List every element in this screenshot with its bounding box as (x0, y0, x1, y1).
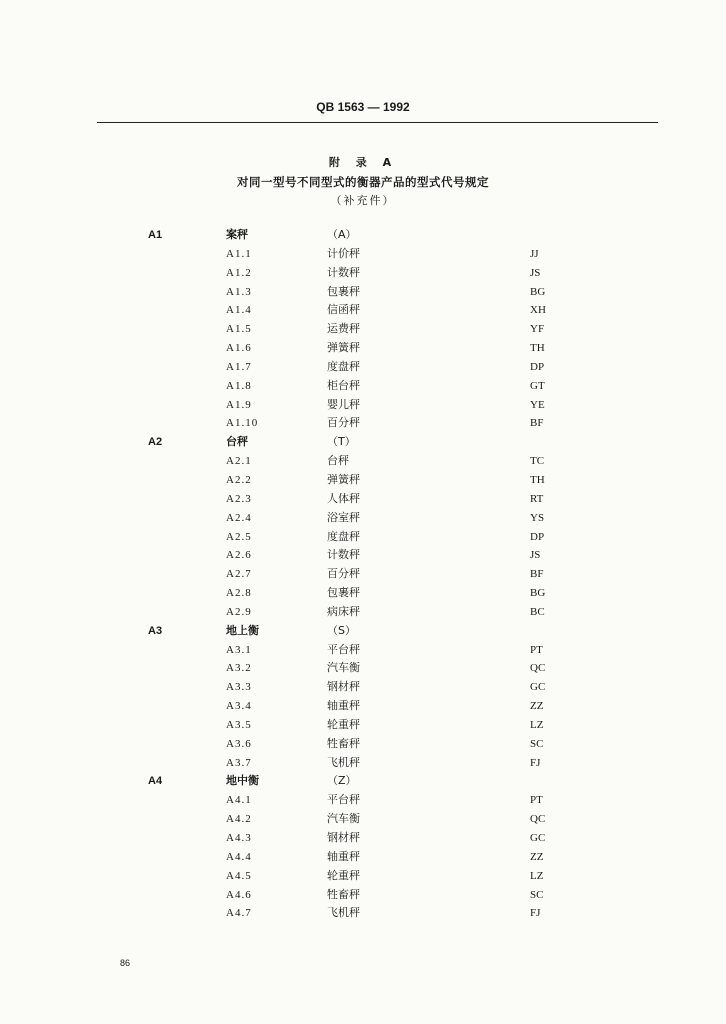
item-code: A2.2 (226, 473, 252, 486)
item-name: 计数秤 (327, 548, 360, 562)
item-name: 婴儿秤 (327, 397, 360, 411)
item-name: 百分秤 (327, 416, 360, 430)
appendix-note: （补充件） (330, 194, 396, 207)
group-letter: （T） (327, 435, 356, 449)
item-row (0, 301, 726, 320)
item-name: 计数秤 (327, 265, 360, 279)
item-name: 汽车衡 (327, 812, 360, 826)
item-name: 飞机秤 (327, 906, 360, 920)
item-row (0, 810, 726, 829)
item-row (0, 584, 726, 603)
item-name: 病床秤 (327, 604, 360, 618)
item-name: 钢材秤 (327, 680, 360, 694)
item-code: A4.7 (226, 907, 252, 920)
item-abbr: GT (530, 379, 545, 392)
item-code: A1.2 (226, 266, 252, 279)
item-name: 飞机秤 (327, 755, 360, 769)
item-row (0, 716, 726, 735)
item-row (0, 452, 726, 471)
item-row (0, 848, 726, 867)
item-row (0, 283, 726, 302)
group-letter: （A） (327, 228, 357, 241)
page-number: 86 (120, 958, 131, 968)
item-code: A1.3 (226, 285, 252, 298)
item-name: 平台秤 (327, 793, 360, 807)
group-code: A3 (148, 624, 163, 637)
item-abbr: SC (530, 737, 544, 750)
item-row (0, 886, 726, 905)
item-code: A1.5 (226, 323, 252, 336)
standard-number: QB 1563 — 1992 (316, 100, 410, 114)
item-row (0, 904, 726, 923)
item-abbr: PT (530, 794, 543, 807)
item-name: 度盘秤 (327, 529, 360, 543)
item-abbr: BF (530, 417, 544, 430)
item-abbr: BC (530, 605, 545, 618)
item-name: 弹簧秤 (327, 341, 360, 355)
item-code: A1.7 (226, 360, 252, 373)
item-name: 牲畜秤 (327, 736, 360, 750)
item-code: A1.9 (226, 398, 252, 411)
item-name: 轮重秤 (327, 868, 360, 882)
item-name: 轮重秤 (327, 717, 360, 731)
item-name: 弹簧秤 (327, 472, 360, 486)
item-code: A3.6 (226, 737, 252, 750)
item-row (0, 528, 726, 547)
item-name: 钢材秤 (327, 831, 360, 844)
item-abbr: LZ (530, 869, 544, 882)
item-name: 轴重秤 (327, 849, 360, 863)
item-row (0, 396, 726, 415)
item-name: 人体秤 (327, 491, 360, 505)
item-name: 度盘秤 (327, 359, 360, 373)
item-abbr: YF (530, 323, 545, 336)
appendix-label: 附 录 A (328, 156, 398, 169)
item-row (0, 377, 726, 396)
item-abbr: GC (530, 681, 546, 694)
item-code: A4.4 (226, 850, 252, 863)
item-abbr: YE (530, 398, 545, 411)
item-row (0, 414, 726, 433)
item-code: A2.7 (226, 568, 252, 581)
item-abbr: JJ (530, 247, 539, 260)
item-abbr: JS (530, 266, 541, 279)
item-name: 轴重秤 (327, 699, 360, 713)
item-code: A3.5 (226, 718, 252, 731)
item-abbr: DP (530, 360, 545, 373)
item-name: 牲畜秤 (327, 887, 360, 901)
item-abbr: BG (530, 587, 546, 600)
item-code: A4.2 (226, 813, 252, 826)
item-row (0, 735, 726, 754)
group-row (0, 772, 726, 791)
item-abbr: FJ (530, 907, 541, 920)
item-name: 浴室秤 (327, 510, 360, 524)
item-row (0, 829, 726, 848)
item-code: A3.2 (226, 662, 252, 675)
item-abbr: JS (530, 549, 541, 562)
item-row (0, 754, 726, 773)
item-code: A2.1 (226, 455, 252, 468)
appendix-title: 对同一型号不同型式的衡器产品的型式代号规定 (237, 175, 489, 189)
item-row (0, 546, 726, 565)
item-code: A2.6 (226, 549, 252, 562)
item-name: 包裹秤 (327, 586, 360, 600)
item-code: A3.3 (226, 681, 252, 694)
item-row (0, 603, 726, 622)
item-abbr: QC (530, 813, 546, 826)
group-name: 地中衡 (226, 774, 259, 788)
item-abbr: ZZ (530, 700, 544, 713)
item-code: A4.5 (226, 869, 252, 882)
item-abbr: SC (530, 888, 544, 901)
item-name: 平台秤 (327, 642, 360, 656)
item-code: A3.7 (226, 756, 252, 769)
group-code: A2 (148, 436, 163, 449)
group-letter: （Z） (327, 774, 357, 788)
group-code: A1 (148, 229, 163, 241)
item-row (0, 791, 726, 810)
item-abbr: LZ (530, 718, 544, 731)
item-code: A1.4 (226, 304, 252, 317)
item-name: 柜台秤 (327, 378, 360, 392)
item-row (0, 565, 726, 584)
item-code: A1.8 (226, 379, 252, 392)
item-code: A1.1 (226, 247, 252, 260)
item-row (0, 509, 726, 528)
group-code: A4 (148, 775, 163, 788)
item-name: 信函秤 (327, 303, 360, 317)
group-letter: （S） (327, 623, 356, 637)
item-row (0, 264, 726, 283)
item-name: 汽车衡 (327, 661, 360, 675)
item-abbr: XH (530, 304, 546, 317)
item-abbr: FJ (530, 756, 541, 769)
item-code: A3.1 (226, 643, 252, 656)
group-name: 案秤 (226, 228, 248, 241)
item-row (0, 659, 726, 678)
item-row (0, 245, 726, 264)
item-name: 包裹秤 (327, 284, 360, 298)
item-abbr: TH (530, 473, 545, 486)
group-name: 地上衡 (226, 623, 259, 637)
item-name: 台秤 (327, 454, 349, 468)
item-abbr: PT (530, 643, 543, 656)
item-row (0, 697, 726, 716)
item-code: A2.8 (226, 587, 252, 600)
item-row (0, 867, 726, 886)
item-code: A1.10 (226, 417, 259, 430)
item-code: A2.4 (226, 511, 252, 524)
group-row (0, 622, 726, 641)
item-abbr: QC (530, 662, 546, 675)
item-row (0, 471, 726, 490)
item-code: A2.3 (226, 492, 252, 505)
item-abbr: YS (530, 511, 545, 524)
item-abbr: TH (530, 342, 545, 355)
item-code: A1.6 (226, 342, 252, 355)
group-row (0, 226, 726, 245)
item-name: 百分秤 (327, 567, 360, 581)
header-rule (97, 122, 658, 123)
item-abbr: GC (530, 832, 546, 844)
item-row (0, 339, 726, 358)
item-name: 运费秤 (327, 322, 360, 336)
item-abbr: BG (530, 285, 546, 298)
item-abbr: DP (530, 530, 545, 543)
group-name: 台秤 (226, 435, 248, 449)
item-code: A2.9 (226, 605, 252, 618)
item-row (0, 490, 726, 509)
item-name: 计价秤 (327, 246, 360, 260)
group-row (0, 433, 726, 452)
item-abbr: RT (530, 492, 544, 505)
item-row (0, 358, 726, 377)
item-code: A4.3 (226, 832, 252, 844)
item-row (0, 678, 726, 697)
item-abbr: BF (530, 568, 544, 581)
item-abbr: ZZ (530, 850, 544, 863)
item-code: A3.4 (226, 700, 252, 713)
item-code: A4.6 (226, 888, 252, 901)
model-code-list (0, 226, 726, 923)
item-abbr: TC (530, 455, 545, 468)
item-code: A2.5 (226, 530, 252, 543)
item-row (0, 320, 726, 339)
item-row (0, 641, 726, 660)
item-code: A4.1 (226, 794, 252, 807)
